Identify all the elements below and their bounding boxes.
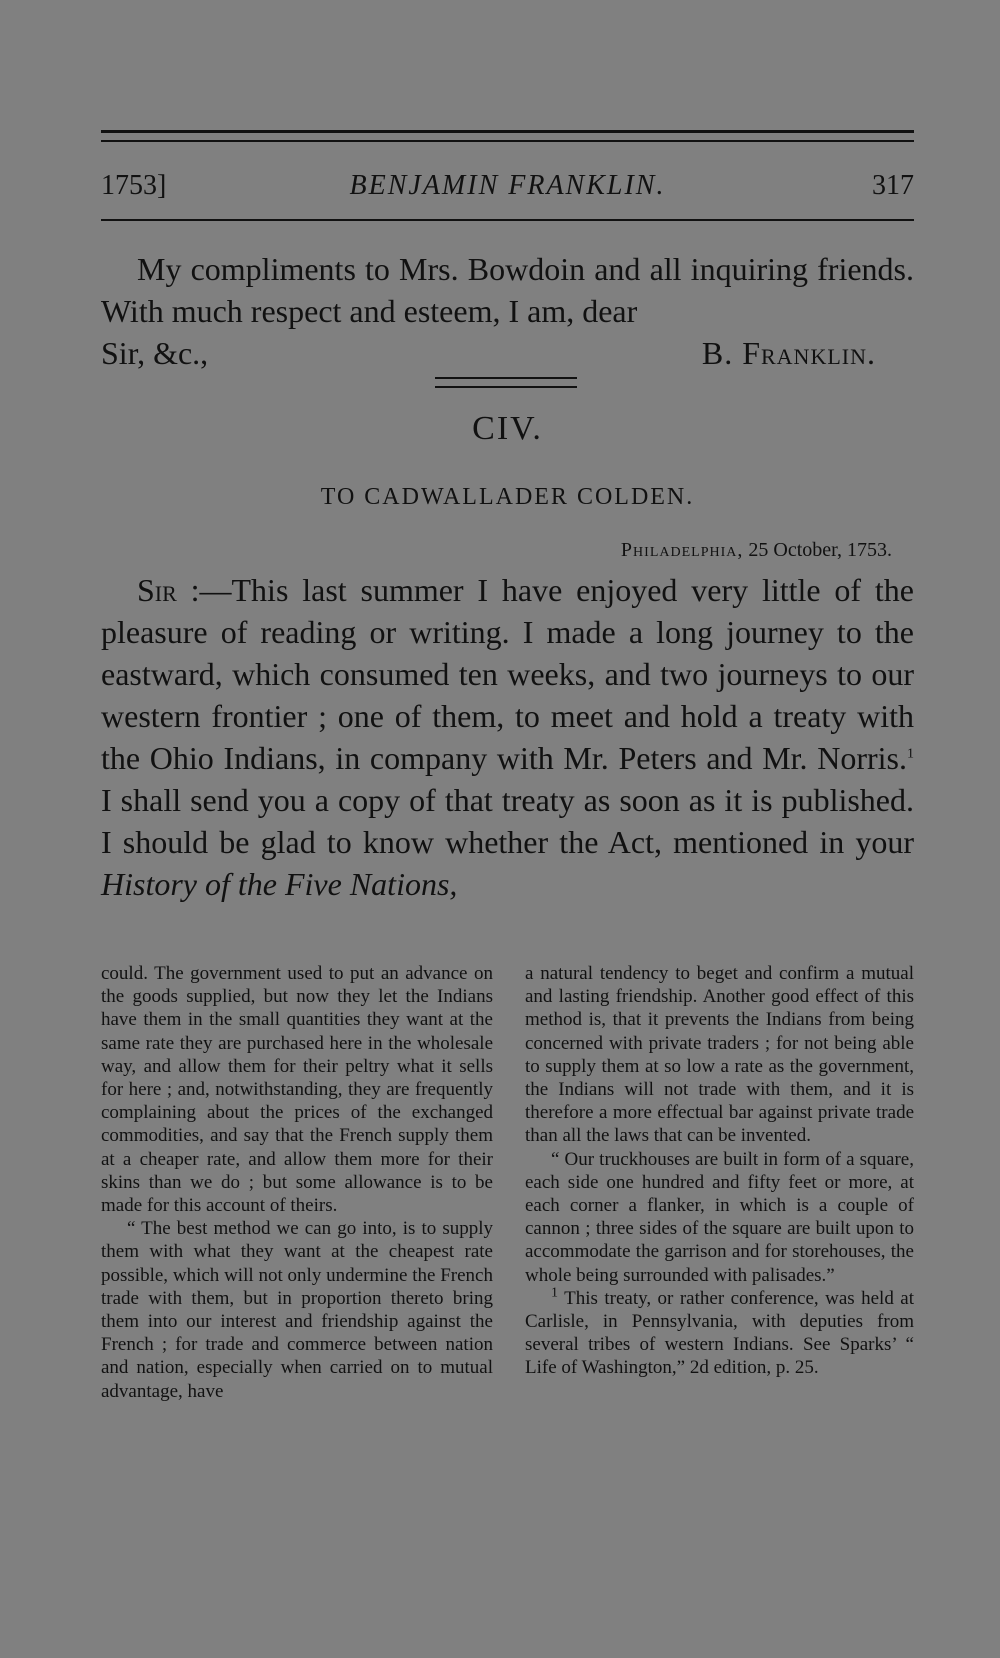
running-head: [101, 170, 914, 210]
dateline-date: 25 October, 1753.: [748, 539, 892, 561]
header-rule-second: [101, 140, 914, 142]
signature: B. Franklin.: [701, 335, 876, 371]
page-number: 317: [872, 170, 914, 201]
previous-letter-closing: [101, 248, 914, 374]
letter-recipient: TO CADWALLADER COLDEN.: [320, 484, 695, 510]
footnote-number: 1: [551, 1285, 558, 1301]
header-rule-bottom: [101, 219, 914, 221]
letter-paragraph: [101, 569, 914, 905]
letter-number: CIV.: [472, 410, 543, 447]
book-title: History of the Five Nations,: [101, 866, 458, 902]
body-text-part2: I shall send you a copy of that treaty as soon as it is published. I should be glad to know whether the Act, mentioned in your: [101, 782, 914, 860]
closing-paragraph: My compliments to Mrs. Bowdoin and all inquiring friends. With much respect and esteem, I am, dear: [101, 251, 914, 329]
running-head-title: BENJAMIN FRANKLIN.: [349, 170, 666, 201]
letter-body: [101, 569, 914, 905]
book-page: [101, 0, 914, 1658]
running-head-year: 1753]: [101, 170, 167, 201]
footnote-marker: 1: [907, 746, 914, 762]
note-paragraph: could. The government used to put an advance on the goods supplied, but now they let the Indians have them in the small quantities they want at the same rate they are purchased here in the wholesale way, and allow them for their peltry what it sells for here ; and, notwithstanding, they are frequently complaining about the prices of the exchanged commodities, and say that the French supply them at a cheaper rate, and allow them more for their skins than we do ; but some allowance is to be made for this account of theirs.: [101, 963, 493, 1217]
dateline-place: Philadelphia,: [620, 539, 744, 561]
notes-left-column: [101, 962, 493, 1403]
footnote: [525, 1287, 914, 1380]
header-rule-top: [101, 130, 914, 133]
closing-salutation: Sir, &c.,: [101, 335, 209, 371]
body-text-part1: :—This last summer I have enjoyed very little of the pleasure of reading or writing. I made a long journey to the eastward, which consumed ten weeks, and two journeys to our western frontier ; one of them, to meet and hold a treaty with the Ohio Indians, in company with Mr. Peters and Mr. Norris.: [101, 572, 914, 776]
signature-line: [101, 332, 914, 374]
note-paragraph: “ The best method we can go into, is to supply them with what they want at the cheapest rate possible, which will not only undermine the French trade with them, but in proportion thereto bring them into our interest and friendship against the French ; for trade and commerce between nation and nation, especially when carried on to mutual advantage, have: [101, 1218, 493, 1402]
section-divider-bottom: [435, 386, 577, 388]
notes-right-column: [525, 962, 914, 1380]
note-paragraph: “ Our truckhouses are built in form of a square, each side one hundred and fifty feet or more, at each corner a flanker, in which is a couple of cannon ; three sides of the square are built upon to accommodate the garrison and for storehouses, the whole being surrounded with palisades.”: [525, 1148, 914, 1286]
salutation: Sir: [137, 572, 177, 608]
section-divider-top: [435, 377, 577, 379]
dateline: [621, 539, 892, 562]
note-paragraph: a natural tendency to beget and confirm a mutual and lasting friendship. Another good effect of this method is, that it prevents the Indians from being concerned with private traders ; for not being able to supply them at so low a rate as the government, the Indians will not trade with them, and it is therefore a more effectual bar against private trade than all the laws that can be invented.: [525, 963, 914, 1147]
footnote-text: This treaty, or rather conference, was held at Carlisle, in Pennsylvania, with deputies from several tribes of western Indians. See Sparks’ “ Life of Washington,” 2d edition, p. 25.: [525, 1287, 914, 1379]
